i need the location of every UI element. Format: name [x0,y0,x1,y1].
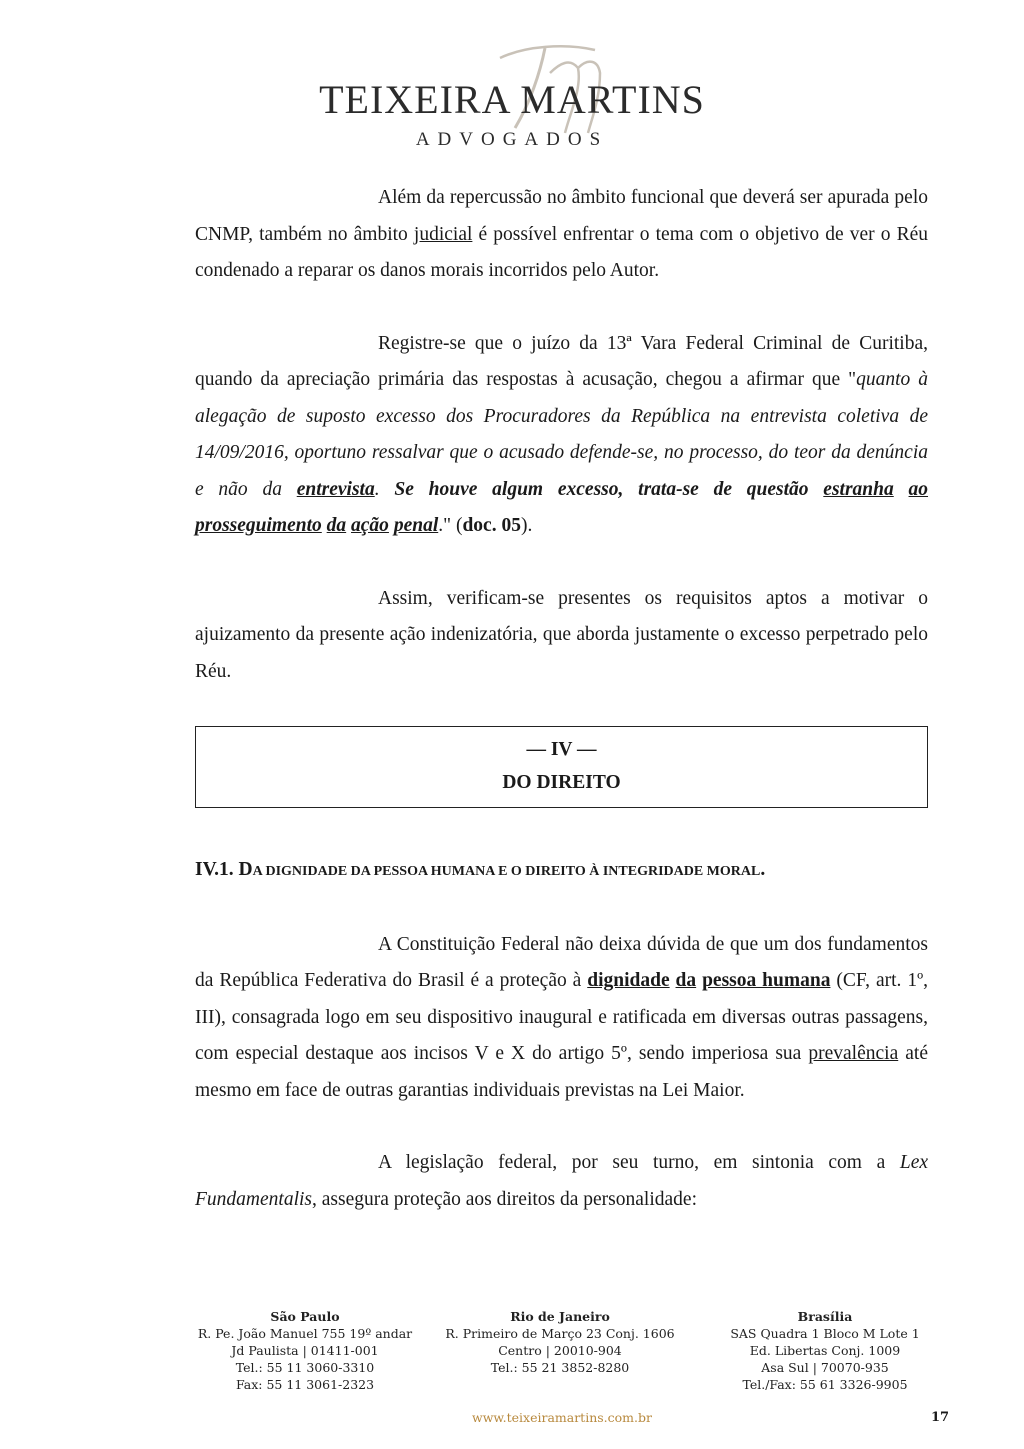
italic-text: Lex Fundamentalis [195,1152,928,1210]
underlined-bold-text: dignidade [587,970,670,991]
footer-addresses [190,1308,930,1398]
subsection-initial: D [238,859,253,880]
section-heading-box [195,726,928,808]
subsection-title [195,852,928,891]
underlined-bold-text: penal [393,515,439,536]
underlined-bold-text: prosseguimento [195,515,322,536]
underlined-bold-text: ação [351,515,389,536]
doc-reference: doc. 05 [462,515,521,536]
text: é possível enfrentar o tema com o objetivo de ver o Réu condenado a reparar os danos morais incorridos pelo Autor. [195,223,928,281]
subsection-number: IV.1. [195,859,239,880]
space [894,479,909,500]
office-line: Jd Paulista | 01411-001 [231,1343,379,1358]
underlined-bold-text: ao [908,478,929,500]
office-line: Tel.: 55 11 3060-3310 [235,1360,375,1375]
underlined-bold-text: da [675,970,697,991]
text: , assegura proteção aos direitos da personalidade: [312,1188,697,1210]
text: A legislação federal, por seu turno, em sintonia com a [378,1152,900,1173]
office-line: R. Pe. João Manuel 755 19º andar [197,1326,413,1341]
underlined-bold-text: pessoa humana [702,970,831,991]
subsection-text: A DIGNIDADE DA PESSOA HUMANA E O DIREITO À INTEGRIDADE MORAL [252,864,761,879]
office-line: Tel./Fax: 55 61 3326-9905 [742,1377,908,1392]
office-line: Tel.: 55 21 3852-8280 [490,1360,630,1375]
underlined-bold-text: estranha [823,478,894,500]
paragraph-4 [195,927,928,1110]
underlined-text: prevalência [808,1043,899,1064]
office-line: R. Primeiro de Março 23 Conj. 1606 [445,1326,675,1341]
office-city: Rio de Janeiro [510,1309,610,1324]
text: até mesmo em face de outras garantias individuais previstas na Lei Maior. [195,1043,928,1101]
paragraph-2 [195,326,928,545]
office-brasilia [720,1308,930,1393]
office-line: Centro | 20010-904 [498,1343,622,1358]
paragraph-5 [195,1145,928,1218]
office-line: SAS Quadra 1 Bloco M Lote 1 [730,1326,920,1341]
office-rio-de-janeiro [445,1308,675,1376]
section-title: DO DIREITO [502,772,621,793]
website-link[interactable]: www.teixeiramartins.com.br [472,1410,652,1425]
text: . [374,478,395,500]
firm-subtitle: ADVOGADOS [415,129,609,150]
text: Além da repercussão no âmbito funcional que deverá ser apurada pelo CNMP, também no âmbito [195,187,928,245]
office-sao-paulo [190,1308,420,1393]
bold-quote-text: Se houve algum excesso, trata-se de questão [394,478,824,500]
underlined-bold-text: entrevista [296,478,375,500]
text: A Constituição Federal não deixa dúvida de que um dos fundamentos da República Federativa do Brasil é a proteção à [195,933,928,991]
office-city: Brasília [797,1309,853,1324]
underlined-bold-text: da [326,515,347,536]
office-line: Asa Sul | 70070-935 [761,1360,889,1375]
subsection-end: . [760,859,766,880]
office-city: São Paulo [270,1309,340,1324]
paragraph-3: Assim, verificam-se presentes os requisitos aptos a motivar o ajuizamento da presente ação indenizatória, que aborda justamente o excesso perpetrado pelo Réu. [195,587,928,682]
text: Registre-se que o juízo da 13ª Vara Federal Criminal de Curitiba, quando da apreciação primária das respostas à acusação, chegou a afirmar que " [195,332,928,390]
quote-text: quanto à alegação de suposto excesso dos Procuradores da República na entrevista coletiva de 14/09/2016, oportuno ressalvar que o acusado defende-se, no processo, do teor da denúncia e não da [195,369,928,500]
underlined-text: judicial [413,223,473,245]
text: ." ( [438,515,463,536]
section-number: — IV — [526,739,597,760]
office-line: Fax: 55 11 3061-2323 [235,1377,375,1392]
document-body [195,180,928,1218]
text: (CF, art. 1º, III), consagrada logo em seu dispositivo inaugural e ratificada em diversas outras passagens, com especial destaque aos incisos V e X do artigo 5º, sendo imperiosa sua [195,970,928,1064]
paragraph-1 [195,180,928,290]
firm-name: TEIXEIRA MARTINS [319,77,705,122]
text: ). [520,515,533,536]
firm-logo [0,28,1024,158]
page-number: 17 [931,1410,950,1425]
office-line: Ed. Libertas Conj. 1009 [749,1343,901,1358]
